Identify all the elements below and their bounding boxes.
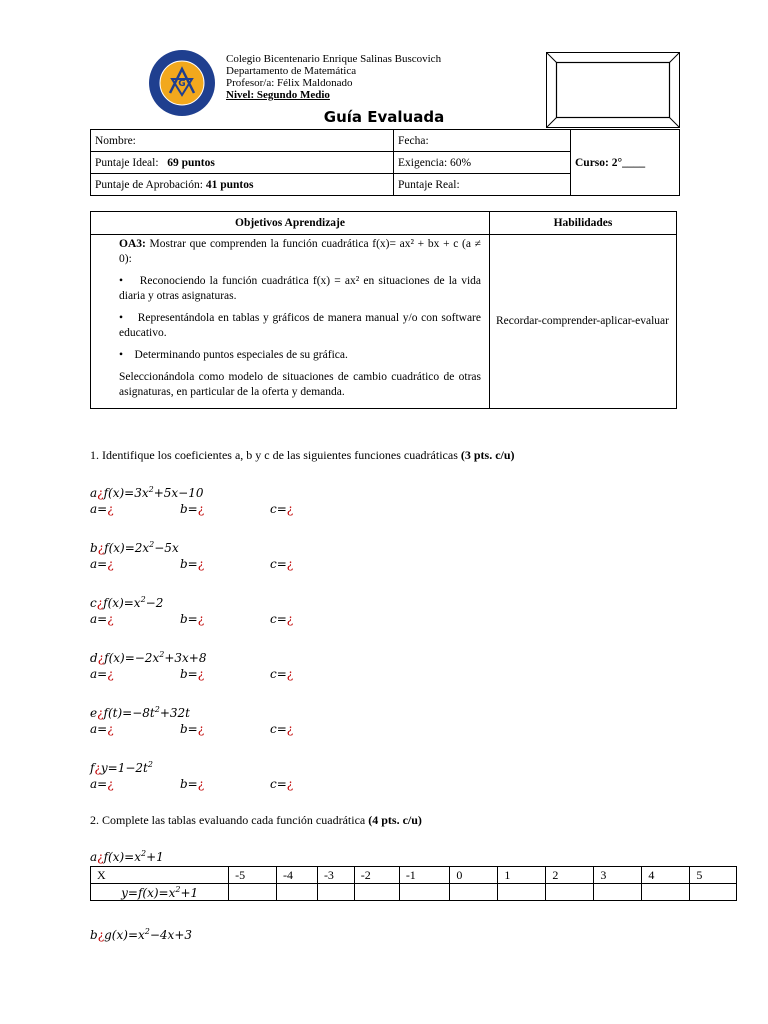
x-value-cell: -2 [354, 867, 399, 884]
x-value-cell: 4 [642, 867, 690, 884]
course-field: Curso: 2°____ [571, 130, 680, 196]
coefficient-a-blank: a=¿ [90, 777, 114, 791]
function-b-label: $b¿g(x)=x^2-4x+3$ [90, 927, 193, 942]
svg-text:G: G [178, 79, 186, 89]
coefficient-a-blank: a=¿ [90, 502, 114, 516]
student-info-table [90, 129, 680, 196]
question-2: 2. Complete las tablas evaluando cada función cuadrática (4 pts. c/u) [90, 813, 422, 827]
level-label: Nivel: Segundo Medio [226, 89, 330, 101]
x-value-cell: 3 [594, 867, 642, 884]
y-value-cell[interactable] [642, 884, 690, 901]
objective-bullet: Determinando puntos especiales de su gráfica. [134, 349, 348, 361]
x-header: X [91, 867, 229, 884]
coefficient-c-blank: c=¿ [270, 502, 294, 516]
y-value-cell[interactable] [690, 884, 737, 901]
function-e: $e¿f(t)=-8t^2+32t$ [90, 705, 190, 720]
objectives-content: OA3: Mostrar que comprenden la función cuadrática f(x)= ax² + bx + c (a ≠ 0): • Reconociendo la función cuadrática f(x) = ax² en situaciones de la vida diaria y otras asignaturas. • Representándola en tablas y gráficos de manera manual y/o con software educativo. • Determinando puntos especiales de su gráfica. Seleccionándola como modelo de situaciones de cambio cuadrático de otras asignaturas, en particular de la oferta y demanda. [91, 235, 490, 409]
x-value-cell: 5 [690, 867, 737, 884]
y-value-cell[interactable] [317, 884, 354, 901]
ideal-score: Puntaje Ideal: 69 puntos [91, 152, 394, 174]
oa-text: Mostrar que comprenden la función cuadrática f(x)= ax² + bx + c (a ≠ 0): [119, 238, 481, 265]
function-f: $f¿y=1-2t^2$ [90, 760, 153, 775]
y-value-cell[interactable] [546, 884, 594, 901]
name-field: Nombre: [91, 130, 394, 152]
coefficient-b-blank: b=¿ [180, 612, 205, 626]
school-header [226, 53, 441, 101]
function-a: $a¿f(x)=3x^2+5x-10$ [90, 485, 204, 500]
y-value-cell[interactable] [229, 884, 277, 901]
objective-bullet: Reconociendo la función cuadrática f(x) = ax² en situaciones de la vida diaria y otras asignaturas. [119, 275, 481, 302]
values-table-a [90, 866, 737, 901]
passing-score: Puntaje de Aprobación: 41 puntos [91, 174, 394, 196]
real-score-field: Puntaje Real: [394, 174, 571, 196]
coefficient-c-blank: c=¿ [270, 557, 294, 571]
teacher-name: Profesor/a: Félix Maldonado [226, 77, 353, 89]
school-name: Colegio Bicentenario Enrique Salinas Buscovich [226, 53, 442, 65]
y-value-cell[interactable] [354, 884, 399, 901]
coefficient-c-blank: c=¿ [270, 722, 294, 736]
function-a-label: $a¿f(x)=x^2+1$ [90, 849, 164, 864]
x-value-cell: -4 [277, 867, 318, 884]
x-value-cell: 0 [450, 867, 498, 884]
coefficient-b-blank: b=¿ [180, 722, 205, 736]
coefficient-b-blank: b=¿ [180, 502, 205, 516]
coefficient-b-blank: b=¿ [180, 667, 205, 681]
function-d: $d¿f(x)=-2x^2+3x+8$ [90, 650, 207, 665]
function-b: $b¿f(x)=2x^2-5x$ [90, 540, 179, 555]
requirement-field: Exigencia: 60% [394, 152, 571, 174]
y-value-cell[interactable] [594, 884, 642, 901]
y-header: $y=f(x)=x^2+1$ [91, 884, 229, 901]
coefficient-a-blank: a=¿ [90, 667, 114, 681]
question-1: 1. Identifique los coeficientes a, b y c de las siguientes funciones cuadráticas (3 pts. c/u) [90, 448, 515, 462]
coefficient-b-blank: b=¿ [180, 557, 205, 571]
y-value-cell[interactable] [450, 884, 498, 901]
coefficient-a-blank: a=¿ [90, 722, 114, 736]
school-seal-logo [148, 49, 216, 117]
coefficient-b-blank: b=¿ [180, 777, 205, 791]
objective-bullet: Representándola en tablas y gráficos de manera manual y/o con software educativo. [119, 312, 481, 339]
coefficient-a-blank: a=¿ [90, 557, 114, 571]
x-value-cell: -3 [317, 867, 354, 884]
objective-closing: Seleccionándola como modelo de situaciones de cambio cuadrático de otras asignaturas, en particular de la oferta y demanda. [119, 371, 481, 398]
x-row [91, 867, 737, 884]
skills-header: Habilidades [490, 212, 677, 235]
department-name: Departamento de Matemática [226, 65, 357, 77]
objectives-table [90, 211, 677, 409]
coefficient-a-blank: a=¿ [90, 612, 114, 626]
y-value-cell[interactable] [399, 884, 450, 901]
x-value-cell: 1 [498, 867, 546, 884]
coefficient-c-blank: c=¿ [270, 612, 294, 626]
y-value-cell[interactable] [277, 884, 318, 901]
objectives-header: Objetivos Aprendizaje [91, 212, 490, 235]
coefficient-c-blank: c=¿ [270, 777, 294, 791]
x-value-cell: 2 [546, 867, 594, 884]
oa-label: OA3: [119, 238, 146, 250]
function-c: $c¿f(x)=x^2-2$ [90, 595, 164, 610]
y-value-cell[interactable] [498, 884, 546, 901]
skills-content: Recordar-comprender-aplicar-evaluar [490, 235, 677, 409]
date-field: Fecha: [394, 130, 571, 152]
page-title: Guía Evaluada [323, 108, 445, 126]
y-row [91, 884, 737, 901]
coefficient-c-blank: c=¿ [270, 667, 294, 681]
x-value-cell: -5 [229, 867, 277, 884]
x-value-cell: -1 [399, 867, 450, 884]
